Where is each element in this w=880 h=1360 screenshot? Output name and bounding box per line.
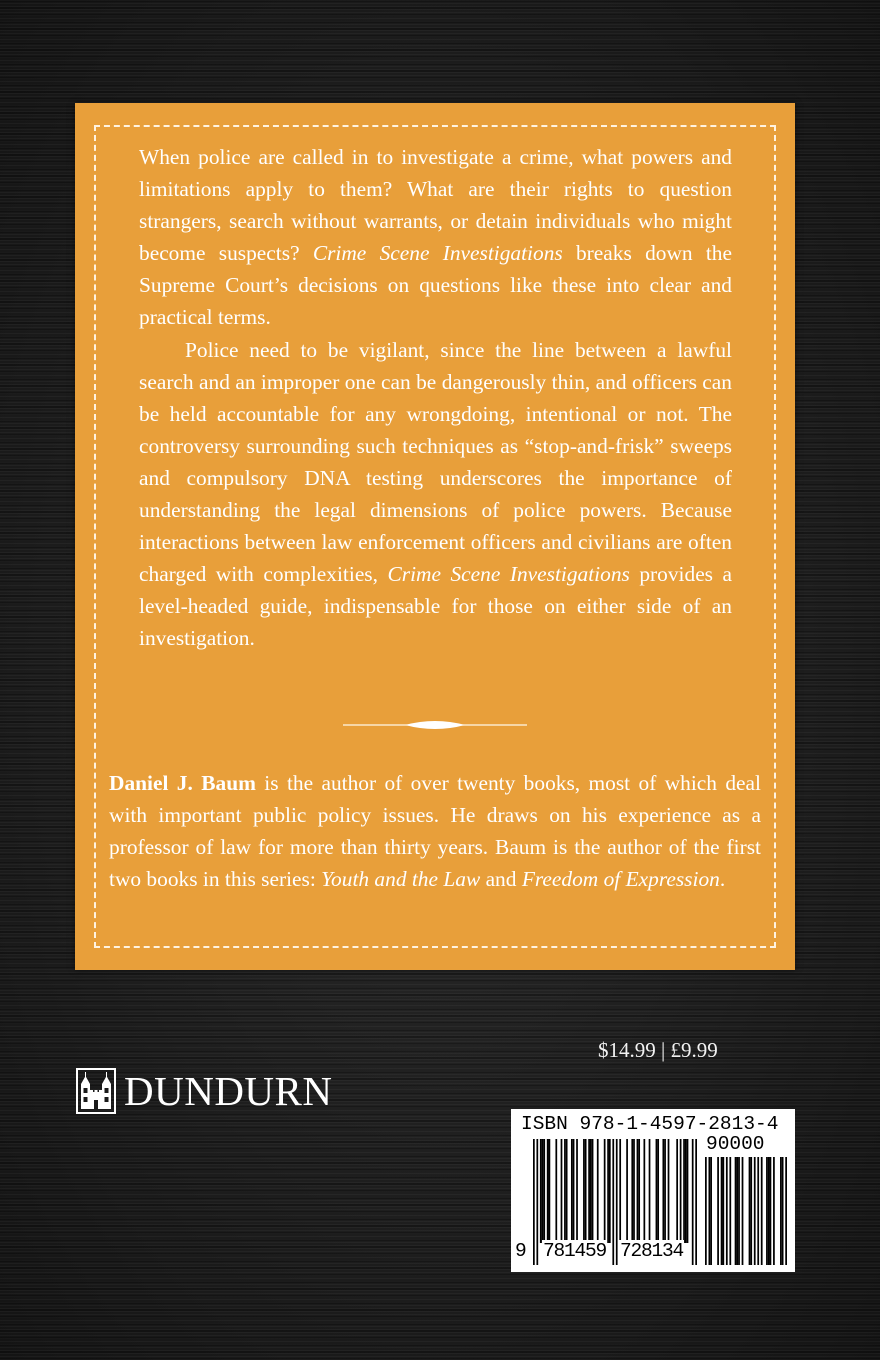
barcode-bar (607, 1139, 609, 1243)
addon-bar (757, 1157, 759, 1265)
publisher-name: DUNDURN (124, 1068, 333, 1114)
barcode-bar (680, 1139, 682, 1243)
barcode-bar (609, 1139, 611, 1243)
addon-bar (750, 1157, 752, 1265)
barcode-bar (543, 1139, 545, 1243)
author-bio-text-c: . (719, 867, 726, 892)
barcode-bar (590, 1139, 592, 1243)
addon-bar (761, 1157, 763, 1265)
p2-run-0: Police need to be vigilant, since the line between a lawful search and an improper one can be dangerously thin, and officers can be held accountable for any wrongdoing, intentional or not. The controversy surrounding such techniques as “stop-and-frisk” sweeps and compulsory DNA testing underscores the importance of understanding the legal dimensions of police powers. Because interactions between law enforcement officers and civilians are often charged with complexities, (139, 337, 732, 587)
addon-bar (726, 1157, 728, 1265)
barcode-bar (549, 1139, 551, 1243)
ean-first-digit: 9 (515, 1240, 527, 1262)
barcode-bar (566, 1139, 568, 1243)
addon-bar (705, 1157, 707, 1265)
barcode-bar (571, 1139, 573, 1243)
description-paragraph-2 (139, 334, 732, 655)
addon-barcode-bars (705, 1157, 787, 1265)
barcode-bar (585, 1139, 587, 1243)
barcode-bar (685, 1139, 687, 1243)
barcode-bar (564, 1139, 566, 1243)
addon-bar (717, 1157, 719, 1265)
p2-run-2: provides a level-headed guide, indispensable for those on either side of an investigation. (139, 562, 732, 651)
author-bio (109, 767, 761, 895)
p1-run-1: Crime Scene Investigations (312, 241, 563, 266)
barcode-bar (638, 1139, 640, 1243)
description-panel (75, 103, 795, 970)
addon-bar (722, 1157, 724, 1265)
addon-bar (721, 1157, 723, 1265)
barcode-bar (676, 1139, 678, 1243)
barcode-bar (695, 1139, 697, 1265)
addon-bar (736, 1157, 738, 1265)
barcode-bar (597, 1139, 599, 1243)
barcode-bar (561, 1139, 563, 1243)
barcode-bar (542, 1139, 544, 1243)
author-bio-text-a: is the author of over twenty books, most of which deal with important public policy issues. He draws on his experience as a professor of law for more than thirty years. Baum is the author of the first two books in this series: (109, 771, 761, 892)
barcode-bar (668, 1139, 670, 1243)
book-title-youth-and-the-law: Youth and the Law (321, 867, 481, 892)
addon-bar (738, 1157, 740, 1265)
ean-left-digits: 781459 (543, 1240, 607, 1262)
barcode-bar (547, 1139, 549, 1243)
author-name: Daniel J. Baum (109, 771, 256, 795)
barcode-bar (612, 1139, 614, 1265)
castle-towers-icon (76, 1068, 116, 1114)
addon-bar (770, 1157, 772, 1265)
barcode-bar (631, 1139, 633, 1243)
ornamental-divider (343, 717, 527, 733)
barcode-bar (573, 1139, 575, 1243)
barcode-bar (664, 1139, 666, 1243)
p2-run-1: Crime Scene Investigations (387, 562, 630, 587)
book-title-freedom-of-expression: Freedom of Expression (521, 867, 720, 892)
book-description (139, 141, 732, 655)
barcode-bar (643, 1139, 645, 1243)
barcode-bar (616, 1139, 618, 1265)
barcode-bar (692, 1139, 694, 1265)
barcode-bar (657, 1139, 659, 1243)
barcode-bar (576, 1139, 578, 1243)
p1-run-0: When police are called in to investigate a crime, what powers and limitations apply to them? What are their rights to question strangers, search without warrants, or detain individuals who might become suspects? (139, 145, 732, 266)
barcode-addon-digits: 90000 (706, 1133, 765, 1155)
ean-right-digits: 728134 (620, 1240, 684, 1262)
addon-bar (710, 1157, 712, 1265)
barcode-bar (540, 1139, 542, 1243)
barcode-bar (555, 1139, 557, 1243)
barcode-bar (583, 1139, 585, 1243)
description-paragraph-1 (139, 141, 732, 334)
barcode-bar (687, 1139, 689, 1243)
barcode-bar (619, 1139, 621, 1243)
addon-bar (766, 1157, 768, 1265)
barcode-bar (592, 1139, 594, 1243)
barcode-bar (536, 1139, 538, 1265)
barcode-bar (656, 1139, 658, 1243)
addon-bar (754, 1157, 756, 1265)
price: $14.99 | £9.99 (598, 1038, 718, 1062)
barcode-bar (662, 1139, 664, 1243)
addon-bar (773, 1157, 775, 1265)
addon-bar (782, 1157, 784, 1265)
barcode-bar (633, 1139, 635, 1243)
p1-run-2: breaks down the Supreme Court’s decisions on questions like these into clear and practical terms. (139, 241, 732, 330)
addon-bar (785, 1157, 787, 1265)
barcode-bar (626, 1139, 628, 1243)
addon-bar (708, 1157, 710, 1265)
barcode-bar (649, 1139, 651, 1243)
isbn-label: ISBN 978-1-4597-2813-4 (521, 1113, 779, 1135)
addon-bar (735, 1157, 737, 1265)
author-bio-text-b: and (480, 867, 522, 892)
barcode-bar (533, 1139, 535, 1265)
addon-bar (780, 1157, 782, 1265)
barcode-bar (683, 1139, 685, 1243)
barcode-bar (604, 1139, 606, 1243)
barcode-bar (588, 1139, 590, 1243)
addon-bar (742, 1157, 744, 1265)
publisher-logo-block (76, 1066, 333, 1116)
isbn-barcode (511, 1109, 795, 1272)
addon-bar (729, 1157, 731, 1265)
addon-bar (749, 1157, 751, 1265)
barcode-bar (637, 1139, 639, 1243)
addon-bar (768, 1157, 770, 1265)
